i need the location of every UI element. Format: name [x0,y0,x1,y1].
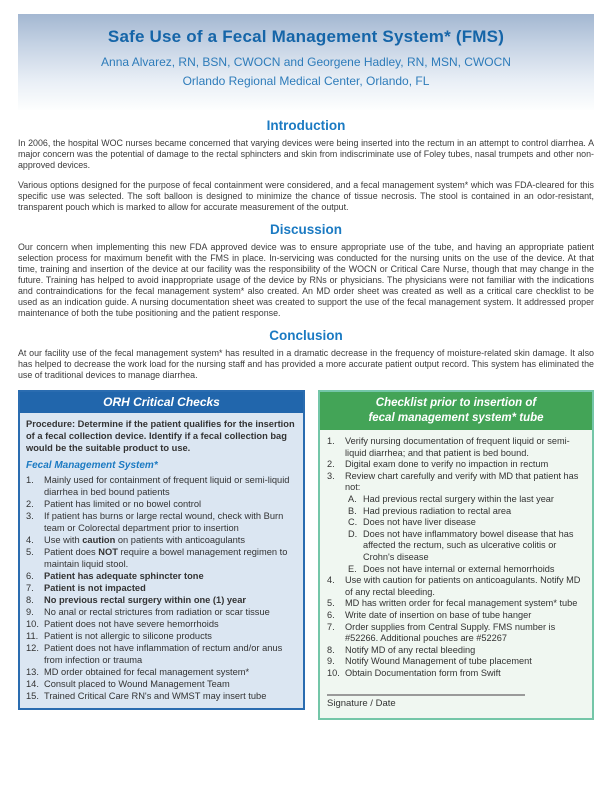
list-item-number: 5. [327,598,335,609]
list-item-number: E. [348,563,357,574]
list-item [327,436,585,459]
fms-subheading: Fecal Management System* [26,460,158,471]
list-item [348,564,585,576]
list-item-number: 2. [327,459,335,470]
signature-line [327,694,525,696]
bottom-boxes [18,390,594,720]
list-item [26,666,297,678]
list-item-number: 5. [26,547,34,557]
list-item-number: C. [348,517,358,528]
list-item [26,546,297,570]
list-item-text: Review chart carefully and verify with MD that patient has not: A. Had previous rectal surgery within the last year B. Had previous radiation to rectal area C. Does not have liver disease D. Does not have inflammatory bowel disease that has affected the rectum, such as ulcerative colitis or Crohn's disease E. Does not have internal or external hemorrhoids [345,471,585,575]
list-item-text: Had previous radiation to rectal area [363,505,512,516]
list-item [26,570,297,582]
list-item-text: Use with caution on patients with anticoagulants [44,535,246,545]
list-item-number: 4. [327,575,335,586]
list-item-number: 2. [26,499,34,509]
list-item-text: Digital exam done to verify no impaction in rectum [345,459,549,470]
insertion-header-line-1: Checklist prior to insertion of [375,397,537,409]
list-item-number: 15. [26,691,39,701]
section-discussion [18,222,594,319]
list-item-number: 3. [26,511,34,521]
list-item-text: Patient has adequate sphincter tone [44,571,204,581]
list-item-number: 10. [327,667,340,678]
signature-label: Signature / Date [327,698,396,710]
orh-box-body [20,413,303,708]
list-item-text: Patient does not have inflammation of rectum and/or anus from infection or trauma [44,643,283,665]
introduction-paragraph-1: In 2006, the hospital WOC nurses became concerned that varying devices were being inserted into the rectum in an attempt to control diarrhea. A major concern was the potential of damage to the rectal sphincters and skin from indiscriminate use of Foley tubes, nasal trumpets and other non-approved devices. [18,138,594,170]
list-item-number: 6. [327,609,335,620]
list-item [327,656,585,668]
orh-checklist [26,474,297,702]
list-item-text: Patient does NOT require a bowel management regimen to maintain liquid stool. [44,547,288,569]
list-item-number: 1. [327,436,335,446]
list-item-text: Consult placed to Wound Management Team [44,679,230,689]
list-item [348,517,585,529]
list-item [26,630,297,642]
list-item [26,594,297,606]
list-item-text: Patient does not have severe hemorrhoids [44,619,219,629]
list-item-number: 13. [26,667,39,677]
page-title: Safe Use of a Fecal Management System* (FMS) [107,27,505,46]
list-item [26,618,297,630]
list-item [26,510,297,534]
conclusion-paragraph: At our facility use of the fecal management system* has resulted in a dramatic decrease in the frequency of moisture-related skin damage. It also has helped to decrease the work load for the nursing staff and has provided a more accurate patient output record. This system has eliminated the use of traditional devices to manage diarrhea. [18,348,594,380]
list-item-text: Patient is not impacted [44,583,146,593]
list-item [26,690,297,702]
list-item-text: Had previous rectal surgery within the last year [363,493,554,504]
list-item [327,575,585,598]
list-item [327,471,585,575]
list-item [348,529,585,564]
insertion-box-header [320,392,592,430]
list-item [26,582,297,594]
list-item-text: Notify MD of any rectal bleeding [345,644,476,655]
list-item-number: 1. [26,475,34,485]
list-item-text: Order supplies from Central Supply. FMS number is #52266. Additional pouches are #52267 [345,621,556,644]
list-item [327,459,585,471]
list-item-number: 7. [327,621,335,632]
insertion-checklist-box [318,390,594,720]
list-item-text: Obtain Documentation form from Swift [345,667,501,678]
list-item-text: Patient has limited or no bowel control [44,499,202,509]
list-item-number: 3. [327,470,335,481]
introduction-paragraph-2: Various options designed for the purpose of fecal containment were considered, and a fecal management system* which was FDA-cleared for this specific use was selected. The soft balloon is designed to minimize the chance of tissue necrosis. The stool is contained in an odor-resistant, transparent pouch which is marked to allow for accurate measurement of the output. [18,180,594,212]
list-item-text: Does not have liver disease [363,517,476,528]
list-item-number: 6. [26,571,34,581]
list-item-text: Does not have internal or external hemorrhoids [363,563,555,574]
list-item-number: 8. [26,595,34,605]
list-item-number: 4. [26,535,34,545]
list-item [26,606,297,618]
list-item-number: 14. [26,679,39,689]
list-item-text: Verify nursing documentation of frequent liquid or semi-liquid diarrhea; and that patient is bed bound. [345,436,570,458]
list-item-number: 8. [327,644,335,655]
section-introduction [18,118,594,213]
list-item-number: A. [348,493,357,504]
list-item-text: No anal or rectal strictures from radiation or scar tissue [44,607,270,617]
introduction-heading: Introduction [266,118,346,133]
insertion-checklist [327,436,585,679]
list-item [327,610,585,622]
list-item-text: MD has written order for fecal management system* tube [345,598,578,609]
list-item-number: D. [348,528,358,539]
list-item-text: Use with caution for patients on anticoagulants. Notify MD of any rectal bleeding. [345,575,581,597]
list-item [26,474,297,498]
list-item-text: Trained Critical Care RN's and WMST may insert tube [44,691,267,701]
list-item-number: 9. [327,656,335,667]
list-item [327,598,585,610]
list-item [327,645,585,657]
list-item [26,534,297,546]
main-content [18,118,594,381]
list-item [348,494,585,506]
insertion-header-line-2: fecal management system* tube [368,411,544,424]
list-item-text: Notify Wound Management of tube placement [345,656,532,667]
signature-block [327,694,585,709]
list-item-number: 7. [26,583,34,593]
list-item [327,668,585,680]
affiliation-line: Orlando Regional Medical Center, Orlando, FL [182,74,430,88]
list-item-text: If patient has burns or large rectal wound, check with Burn team or Colorectal department prior to insertion [44,511,284,533]
list-item-text: Does not have inflammatory bowel disease that has affected the rectum, such as ulcerative colitis or Crohn's disease [363,528,574,562]
orh-critical-checks-box [18,390,305,710]
section-conclusion [18,328,594,381]
header-banner [18,14,594,110]
list-item-number: 9. [26,607,34,617]
list-item-text: Mainly used for containment of frequent liquid or semi-liquid diarrhea in bed bound patients [44,475,290,497]
orh-box-header: ORH Critical Checks [20,392,303,413]
list-item-number: 12. [26,643,39,653]
list-item [26,678,297,690]
discussion-paragraph: Our concern when implementing this new FDA approved device was to ensure appropriate use of the tube, and having an appropriate patient selection process for maximum benefit with the FMS in place. In-servicing was conducted for the nursing units on the use of the device. At that time, training and insertion of the device at our facility was the responsibility of the WOCN or Critical Care Nurse, though that may change in the future. Training has helped to avoid inappropriate usage of the device by RNs or physicians. The physicians were not familiar with the indications and contraindications for the fecal management system* also created. An MD order sheet was created as well as a critical care checklist to be used as an indication guide. A nursing documentation sheet was created to support the use of the fecal management system. It addressed proper maintenance of both the tube positioning and the patient response. [18,242,594,318]
list-item [26,642,297,666]
discussion-heading: Discussion [269,222,343,237]
list-item-number: 11. [26,631,39,641]
list-item-text: Patient is not allergic to silicone products [44,631,212,641]
conclusion-heading: Conclusion [269,328,343,343]
list-item-text: MD order obtained for fecal management system* [44,667,250,677]
list-item-text: Write date of insertion on base of tube hanger [345,609,532,620]
list-item [26,498,297,510]
procedure-statement: Procedure: Determine if the patient qualifies for the insertion of a fecal collection device. Identify if a fecal collection bag would be the suitable product to use. [26,419,295,453]
list-item [327,622,585,645]
authors-line: Anna Alvarez, RN, BSN, CWOCN and Georgene Hadley, RN, MSN, CWOCN [101,55,511,69]
list-item-number: B. [348,505,357,516]
list-item [348,506,585,518]
insertion-box-body [320,430,592,718]
list-item-number: 10. [26,619,39,629]
sub-list [348,494,585,575]
list-item-text: No previous rectal surgery within one (1) year [44,595,247,605]
